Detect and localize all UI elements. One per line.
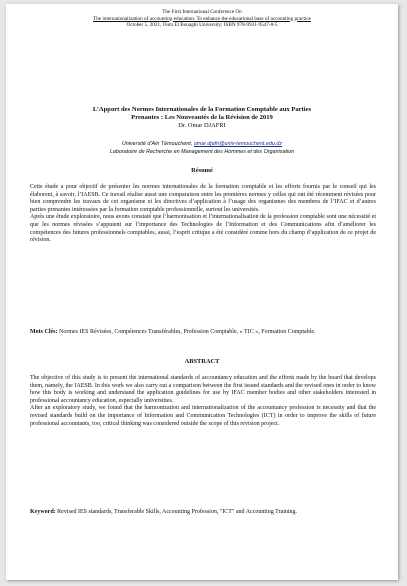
abstract-keywords-list: Revised IES standards, Transferable Skills, Accounting Profession, "ICT" and Accounting Training. (55, 509, 298, 515)
paper-page (6, 4, 398, 580)
author-laboratory: Laboratoire de Recherche en Management des Hommes et des Organisation (109, 149, 295, 155)
conference-name: The First International Conference On (162, 9, 242, 15)
resume-heading: Résumé (191, 167, 213, 174)
abstract-keywords (30, 509, 376, 517)
resume-paragraph-1: Cette étude a pour objectif de présenter les normes internationales de la formation comptable et les efforts fournis par le conseil qui les élaborent, à savoir, l’IAESB. Ce travail réalise aussi une comparaison entre les premières normes y celles qui ont été récemment révisées pour bien comprendre les travaux de cet organisme et les directives d’application à l’usage des organismes des membres de l’IFAC et d’autres parties prenantes intéressées par la formation comptable professionnelle, surtout les universités. (30, 184, 376, 213)
abstract-paragraph-2: After an exploratory study, we found that the harmonization and internationalization of the accountancy profession is necessity and that the revised standards build on the importance of Information and Communication Technologies (ICT) in order to improve the skills of future professional accountants, too, critical thinking was considered outside the scope of this revision project. (30, 405, 376, 427)
author-affiliation (6, 141, 398, 148)
conference-theme: The internationalization of accounting education: To enhance the educational base of accounting practice (93, 15, 311, 22)
abstract-paragraph-1: The objective of this study is to present the international standards of accountancy education and the efforts made by the board that develops them, namely, the IAESB. In this work we also carry out a comparison between the first issued standards and the revised ones in order to know how this body is working and understand the application guidelines for use by IFAC member bodies and other stakeholders interested in professional accountancy education, especially universities. (30, 375, 376, 404)
resume-paragraph-2: Après une étude exploratoire, nous avons constaté que l’harmonisation et l’internationalisation de la profession comptable sont une nécessité et que les normes révisées s’appuient sur l’importance des Technologies de l’Information et des Communications afin d’améliorer les compétences des futures professionnels comptables, aussi, l’esprit critique a été considéré comme hors du champ d’application de ce projet de révision. (30, 214, 376, 244)
abstract-heading: ABSTRACT (184, 358, 220, 365)
affiliation-text: Université d’Ain Témouchent, (121, 141, 194, 147)
abstract-body (30, 375, 376, 428)
author-email-link[interactable]: omar.djafri@univ-temouchent.edu.dz (193, 141, 283, 147)
abstract-keywords-label: Keyword: (30, 509, 56, 515)
paper-author: Dr. Omar DJAFRI (178, 122, 226, 129)
resume-keywords-label: Mots Clés: (30, 329, 58, 335)
resume-keywords (30, 329, 376, 337)
paper-title-line2: Prenantes : Les Nouveautés de la Révision de 2019 (131, 114, 273, 121)
paper-title-line1: L’Apport des Normes Internationales de la Formation Comptable aux Parties (92, 106, 312, 113)
resume-keywords-list: Normes IES Révisées, Compétences Transférables, Profession Comptable, « TIC », Formation Comptable. (57, 329, 316, 335)
resume-body (30, 184, 376, 245)
conference-details: October 5, 2021, Oum El Bouaghi University; ISBN 978-9931-9547-0-5 (126, 22, 278, 28)
